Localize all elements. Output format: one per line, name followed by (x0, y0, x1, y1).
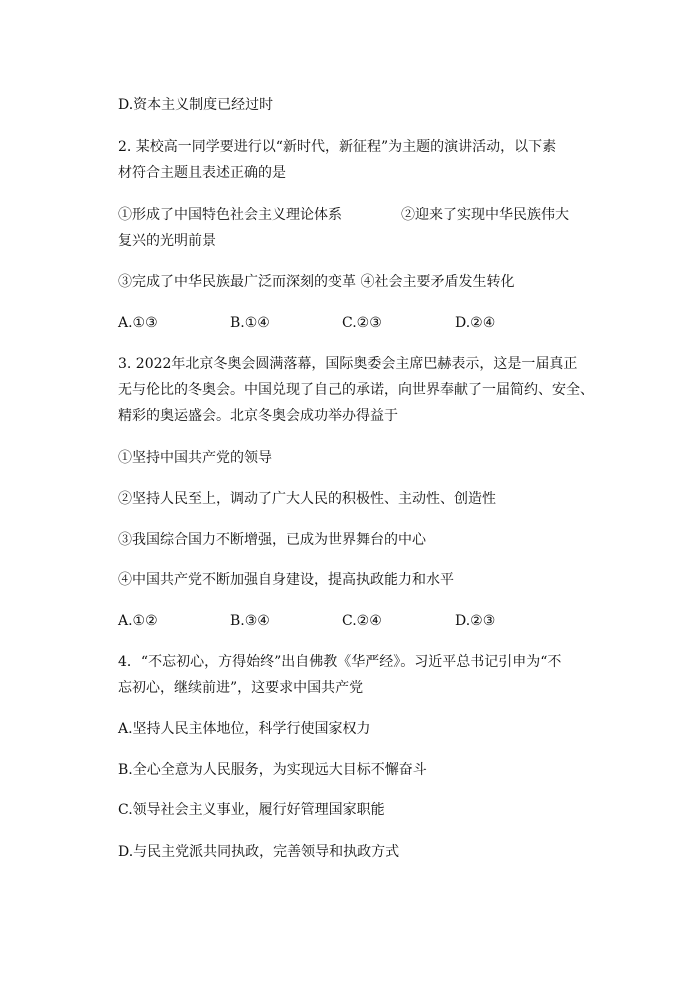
q2-option-c: C.②③ (342, 315, 382, 331)
q2-stem-line-1: 2. 某校高一同学要进行以“新时代，新征程”为主题的演讲活动，以下素 (118, 139, 557, 155)
q3-item-2: ②坚持人民至上，调动了广大人民的积极性、主动性、创造性 (118, 491, 496, 507)
q4-option-c: C.领导社会主义事业，履行好管理国家职能 (118, 802, 385, 818)
q3-option-b: B.③④ (230, 613, 270, 629)
q2-item-2-part-1: ②迎来了实现中华民族伟大 (401, 207, 569, 223)
q3-item-3: ③我国综合国力不断增强，已成为世界舞台的中心 (118, 532, 426, 548)
q4-option-a: A.坚持人民主体地位，科学行使国家权力 (118, 721, 371, 737)
q3-item-4: ④中国共产党不断加强自身建设，提高执政能力和水平 (118, 572, 454, 588)
q3-item-1: ①坚持中国共产党的领导 (118, 450, 272, 466)
q2-options (118, 313, 578, 333)
q3-option-a: A.①② (118, 613, 158, 629)
q2-option-b: B.①④ (230, 315, 270, 331)
q2-stem-line-2: 材符合主题且表述正确的是 (118, 165, 286, 181)
q1-option-d: D.资本主义制度已经过时 (118, 97, 274, 113)
q3-options (118, 611, 578, 631)
q2-items-row-1 (118, 205, 578, 225)
q3-stem-line-1: 3. 2022年北京冬奥会圆满落幕，国际奥委会主席巴赫表示，这是一届真正 (118, 356, 578, 372)
q3-stem-line-2: 无与伦比的冬奥会。中国兑现了自己的承诺，向世界奉献了一届简约、安全、 (118, 382, 594, 398)
q2-item-1: ①形成了中国特色社会主义理论体系 (118, 207, 342, 223)
q3-option-c: C.②④ (342, 613, 382, 629)
q4-option-b: B.全心全意为人民服务，为实现远大目标不懈奋斗 (118, 762, 427, 778)
q3-option-d: D.②③ (455, 613, 496, 629)
q4-option-d: D.与民主党派共同执政，完善领导和执政方式 (118, 844, 400, 860)
q4-stem-line-2: 忘初心，继续前进”，这要求中国共产党 (118, 680, 364, 696)
q2-option-a: A.①③ (118, 315, 158, 331)
q2-items-3-4: ③完成了中华民族最广泛而深刻的变革 ④社会主要矛盾发生转化 (118, 274, 515, 290)
q3-stem-line-3: 精彩的奥运盛会。北京冬奥会成功举办得益于 (118, 408, 398, 424)
q4-stem-line-1: 4．“不忘初心，方得始终”出自佛教《华严经》。习近平总书记引申为“不 (118, 654, 562, 670)
q2-option-d: D.②④ (455, 315, 496, 331)
q2-item-2-part-2: 复兴的光明前景 (118, 233, 216, 249)
